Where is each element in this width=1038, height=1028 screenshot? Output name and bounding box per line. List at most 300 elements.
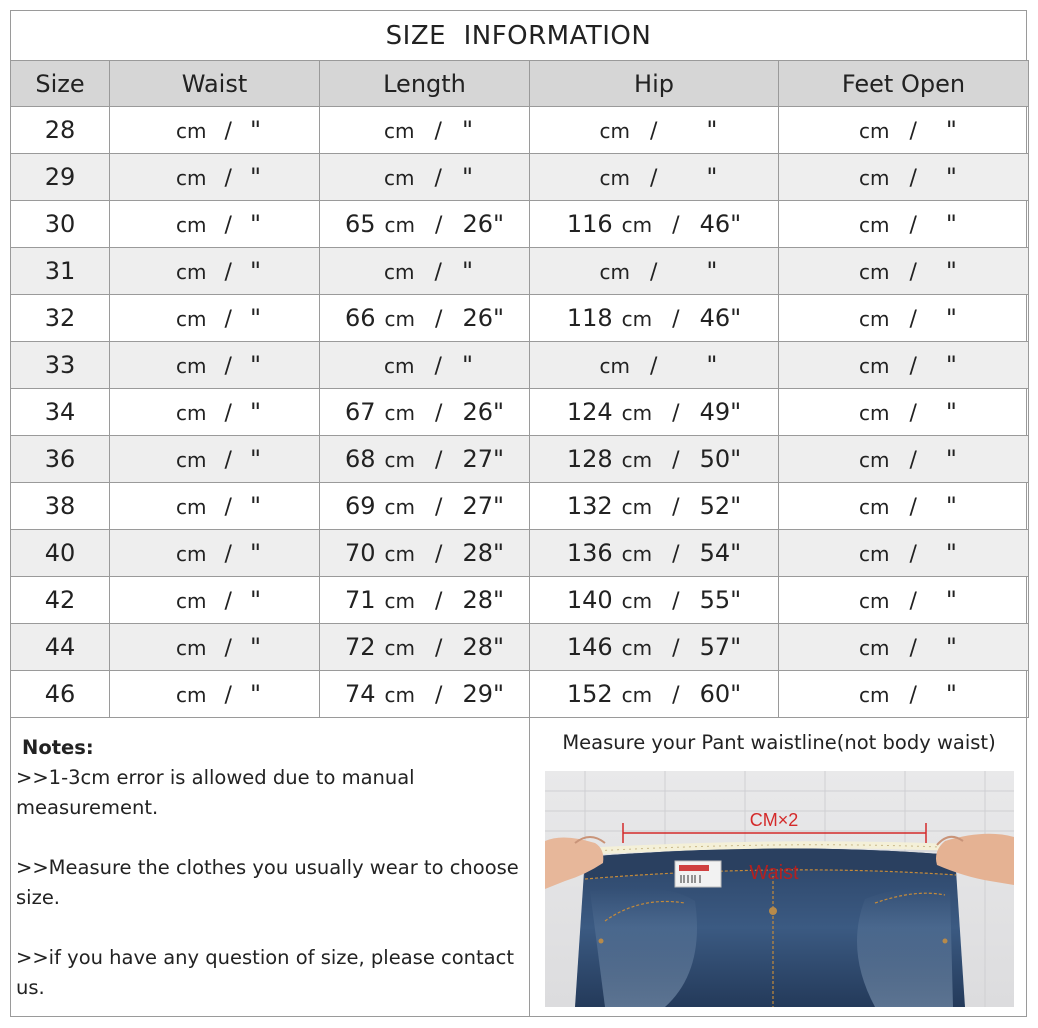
inch-value: " [249, 539, 261, 567]
cm-unit: cm [621, 448, 653, 472]
note-item: >>1-3cm error is allowed due to manual measurement. [16, 766, 415, 819]
inch-value: " [945, 445, 957, 473]
hip-cell [530, 436, 779, 483]
length-cell [320, 342, 530, 389]
hip-cell-value [591, 257, 718, 285]
feet-open-cell [779, 389, 1029, 436]
cm-unit: cm [384, 495, 416, 519]
inch-value: " [461, 163, 473, 191]
feet-open-cell [779, 577, 1029, 624]
notes-panel [11, 717, 530, 1016]
cm-unit: cm [176, 401, 207, 425]
table-body [11, 107, 1029, 718]
hip-cell-value [567, 633, 741, 661]
waist-cell-value [167, 116, 262, 144]
inch-value: 29" [462, 680, 505, 708]
inch-value: " [945, 257, 957, 285]
unit-separator: / [434, 354, 442, 379]
unit-separator: / [224, 213, 232, 238]
inch-value: " [945, 210, 957, 238]
hip-cell-value [567, 445, 741, 473]
measure-caption: Measure your Pant waistline(not body waist) [562, 731, 996, 754]
cm-unit: cm [176, 542, 207, 566]
unit-separator: / [224, 542, 232, 567]
unit-separator: / [435, 683, 443, 708]
unit-separator: / [435, 589, 443, 614]
size-cell: 30 [11, 201, 110, 248]
waist-cell [110, 154, 320, 201]
unit-separator: / [435, 542, 443, 567]
feet-open-cell-value [850, 116, 957, 144]
cm-x2-label: CM×2 [749, 810, 799, 830]
cm-unit: cm [859, 213, 890, 237]
inch-value: 54" [699, 539, 742, 567]
unit-separator: / [909, 307, 917, 332]
unit-separator: / [224, 307, 232, 332]
inch-value: 28" [462, 539, 505, 567]
inch-value: 46" [699, 304, 742, 332]
inch-value: " [249, 351, 261, 379]
hip-cell-value [567, 210, 741, 238]
unit-separator: / [224, 401, 232, 426]
unit-separator: / [909, 636, 917, 661]
feet-open-cell [779, 530, 1029, 577]
header-feet-open: Feet Open [779, 61, 1029, 107]
hip-cell [530, 248, 779, 295]
cm-unit: cm [384, 213, 416, 237]
hip-cell-value [591, 351, 718, 379]
cm-value: 74 [344, 680, 376, 708]
feet-open-cell-value [850, 351, 957, 379]
length-cell-value [345, 539, 504, 567]
hip-cell-value [567, 586, 741, 614]
length-cell [320, 248, 530, 295]
header-hip: Hip [530, 61, 779, 107]
waist-cell [110, 342, 320, 389]
hip-cell-value [567, 304, 741, 332]
unit-separator: / [672, 401, 680, 426]
inch-value: " [945, 116, 957, 144]
cm-unit: cm [384, 542, 416, 566]
feet-open-cell [779, 671, 1029, 718]
waist-cell [110, 483, 320, 530]
unit-separator: / [650, 119, 658, 144]
inch-value: 57" [699, 633, 742, 661]
inch-value: " [945, 398, 957, 426]
hip-cell [530, 483, 779, 530]
waist-measurement-photo [545, 771, 1014, 1007]
inch-value: " [461, 116, 473, 144]
waist-cell-value [167, 539, 262, 567]
hip-cell [530, 624, 779, 671]
cm-unit: cm [384, 636, 416, 660]
cm-value: 67 [344, 398, 376, 426]
cm-unit: cm [599, 354, 631, 378]
length-cell [320, 201, 530, 248]
cm-unit: cm [859, 589, 890, 613]
unit-separator: / [224, 589, 232, 614]
feet-open-cell-value [850, 680, 957, 708]
unit-separator: / [435, 636, 443, 661]
unit-separator: / [672, 636, 680, 661]
hip-cell [530, 201, 779, 248]
cm-unit: cm [176, 354, 207, 378]
inch-value: " [249, 116, 261, 144]
inch-value: 28" [462, 586, 505, 614]
table-row [11, 248, 1029, 295]
notes-heading: Notes: [22, 736, 94, 759]
cm-value: 65 [344, 210, 376, 238]
cm-unit: cm [384, 448, 416, 472]
size-cell: 33 [11, 342, 110, 389]
inch-value: 27" [462, 445, 505, 473]
inch-value: " [945, 351, 957, 379]
cm-value: 118 [566, 304, 613, 332]
bottom-section [11, 717, 1026, 1017]
hip-cell [530, 107, 779, 154]
waist-cell [110, 530, 320, 577]
table-row [11, 624, 1029, 671]
chart-title-text: SIZE INFORMATION [385, 20, 652, 51]
inch-value: " [249, 257, 261, 285]
waist-cell-value [167, 633, 262, 661]
feet-open-cell [779, 624, 1029, 671]
unit-separator: / [909, 166, 917, 191]
size-chart [10, 10, 1027, 1017]
hip-cell-value [591, 116, 718, 144]
inch-value: " [945, 586, 957, 614]
feet-open-cell [779, 107, 1029, 154]
hip-cell-value [567, 492, 741, 520]
length-cell-value [345, 445, 504, 473]
unit-separator: / [435, 213, 443, 238]
hip-cell-value [567, 539, 741, 567]
cm-unit: cm [621, 213, 653, 237]
unit-separator: / [435, 401, 443, 426]
unit-separator: / [224, 448, 232, 473]
unit-separator: / [434, 260, 442, 285]
unit-separator: / [224, 495, 232, 520]
size-cell: 38 [11, 483, 110, 530]
cm-unit: cm [176, 589, 207, 613]
inch-value: 28" [462, 633, 505, 661]
waist-cell-value [167, 586, 262, 614]
hip-cell [530, 295, 779, 342]
feet-open-cell-value [850, 210, 957, 238]
inch-value: " [945, 304, 957, 332]
size-cell: 36 [11, 436, 110, 483]
size-cell: 42 [11, 577, 110, 624]
length-cell-value [345, 680, 504, 708]
size-cell: 46 [11, 671, 110, 718]
length-cell-value [375, 163, 474, 191]
cm-unit: cm [384, 166, 415, 190]
length-cell [320, 389, 530, 436]
feet-open-cell-value [850, 492, 957, 520]
waist-cell [110, 436, 320, 483]
cm-value: 152 [566, 680, 613, 708]
size-cell: 28 [11, 107, 110, 154]
inch-value: 26" [462, 398, 505, 426]
length-cell-value [345, 586, 504, 614]
feet-open-cell-value [850, 257, 957, 285]
feet-open-cell-value [850, 539, 957, 567]
cm-unit: cm [621, 307, 653, 331]
cm-value: 116 [566, 210, 613, 238]
cm-unit: cm [621, 542, 653, 566]
unit-separator: / [909, 495, 917, 520]
length-cell-value [375, 257, 474, 285]
unit-separator: / [909, 401, 917, 426]
cm-unit: cm [859, 354, 890, 378]
cm-value: 72 [344, 633, 376, 661]
table-header-row [11, 61, 1029, 107]
cm-unit: cm [176, 448, 207, 472]
cm-value: 132 [566, 492, 613, 520]
inch-value: " [249, 633, 261, 661]
feet-open-cell-value [850, 304, 957, 332]
cm-unit: cm [176, 213, 207, 237]
table-row [11, 389, 1029, 436]
unit-separator: / [650, 166, 658, 191]
cm-value: 136 [566, 539, 613, 567]
cm-unit: cm [859, 448, 890, 472]
table-row [11, 201, 1029, 248]
hip-cell [530, 154, 779, 201]
hip-cell [530, 389, 779, 436]
cm-unit: cm [599, 166, 631, 190]
inch-value: " [249, 445, 261, 473]
length-cell-value [345, 398, 504, 426]
cm-unit: cm [176, 260, 207, 284]
cm-unit: cm [384, 307, 416, 331]
hip-cell [530, 530, 779, 577]
inch-value: " [249, 586, 261, 614]
cm-value: 70 [344, 539, 376, 567]
size-cell: 29 [11, 154, 110, 201]
unit-separator: / [434, 119, 442, 144]
length-cell [320, 577, 530, 624]
header-size: Size [11, 61, 110, 107]
waist-cell-value [167, 163, 262, 191]
length-cell [320, 295, 530, 342]
unit-separator: / [224, 119, 232, 144]
cm-unit: cm [859, 119, 890, 143]
unit-separator: / [224, 636, 232, 661]
cm-unit: cm [384, 119, 415, 143]
cm-unit: cm [859, 683, 890, 707]
note-item: >>if you have any question of size, please contact us. [16, 946, 514, 999]
cm-unit: cm [176, 119, 207, 143]
length-cell [320, 154, 530, 201]
inch-value: " [249, 304, 261, 332]
hip-cell [530, 577, 779, 624]
unit-separator: / [672, 495, 680, 520]
feet-open-cell [779, 154, 1029, 201]
unit-separator: / [672, 213, 680, 238]
unit-separator: / [909, 213, 917, 238]
hip-cell-value [567, 398, 741, 426]
inch-value: 55" [699, 586, 742, 614]
unit-separator: / [672, 448, 680, 473]
unit-separator: / [650, 260, 658, 285]
cm-unit: cm [176, 636, 207, 660]
inch-value: " [945, 539, 957, 567]
cm-unit: cm [176, 307, 207, 331]
inch-value: " [249, 210, 261, 238]
waist-cell-value [167, 445, 262, 473]
hip-cell [530, 671, 779, 718]
table-row [11, 342, 1029, 389]
cm-unit: cm [859, 495, 890, 519]
cm-unit: cm [176, 495, 207, 519]
length-cell [320, 436, 530, 483]
inch-value: " [706, 257, 718, 285]
unit-separator: / [909, 260, 917, 285]
cm-value: 68 [344, 445, 376, 473]
cm-unit: cm [599, 260, 631, 284]
inch-value: " [945, 492, 957, 520]
size-table [10, 60, 1029, 718]
waist-label: Waist [749, 862, 799, 884]
cm-value: 140 [566, 586, 613, 614]
cm-unit: cm [859, 636, 890, 660]
cm-unit: cm [384, 260, 415, 284]
waist-cell [110, 201, 320, 248]
inch-value: 60" [699, 680, 742, 708]
waist-cell-value [167, 492, 262, 520]
unit-separator: / [224, 354, 232, 379]
note-item: >>Measure the clothes you usually wear to choose size. [16, 856, 519, 909]
cm-value: 66 [344, 304, 376, 332]
size-cell: 40 [11, 530, 110, 577]
cm-value: 71 [344, 586, 376, 614]
cm-unit: cm [859, 260, 890, 284]
inch-value: " [249, 492, 261, 520]
length-cell-value [375, 116, 474, 144]
cm-unit: cm [859, 401, 890, 425]
inch-value: " [249, 398, 261, 426]
cm-unit: cm [621, 683, 653, 707]
inch-value: " [706, 351, 718, 379]
cm-unit: cm [384, 354, 415, 378]
length-cell [320, 624, 530, 671]
feet-open-cell [779, 295, 1029, 342]
table-row [11, 295, 1029, 342]
length-cell [320, 107, 530, 154]
size-cell: 34 [11, 389, 110, 436]
waist-cell-value [167, 398, 262, 426]
length-cell-value [345, 304, 504, 332]
cm-unit: cm [621, 636, 653, 660]
inch-value: 26" [462, 210, 505, 238]
waist-cell [110, 248, 320, 295]
inch-value: " [945, 633, 957, 661]
cm-unit: cm [621, 401, 653, 425]
header-waist: Waist [110, 61, 320, 107]
unit-separator: / [909, 542, 917, 567]
unit-separator: / [650, 354, 658, 379]
table-row [11, 671, 1029, 718]
inch-value: " [706, 163, 718, 191]
inch-value: " [249, 163, 261, 191]
unit-separator: / [224, 260, 232, 285]
unit-separator: / [672, 307, 680, 332]
inch-value: 26" [462, 304, 505, 332]
unit-separator: / [435, 448, 443, 473]
size-cell: 31 [11, 248, 110, 295]
inch-value: " [461, 257, 473, 285]
table-row [11, 577, 1029, 624]
table-row [11, 107, 1029, 154]
table-row [11, 530, 1029, 577]
feet-open-cell [779, 201, 1029, 248]
table-row [11, 483, 1029, 530]
length-cell-value [345, 210, 504, 238]
cm-unit: cm [384, 401, 416, 425]
unit-separator: / [434, 166, 442, 191]
waist-cell [110, 671, 320, 718]
waist-cell [110, 389, 320, 436]
waist-cell [110, 577, 320, 624]
inch-value: " [461, 351, 473, 379]
cm-value: 146 [566, 633, 613, 661]
length-cell [320, 530, 530, 577]
waist-cell-value [167, 210, 262, 238]
length-cell [320, 671, 530, 718]
unit-separator: / [435, 495, 443, 520]
inch-value: " [706, 116, 718, 144]
waist-cell [110, 295, 320, 342]
waist-cell [110, 624, 320, 671]
size-cell: 32 [11, 295, 110, 342]
cm-unit: cm [621, 495, 653, 519]
unit-separator: / [909, 119, 917, 144]
chart-title [11, 11, 1026, 60]
feet-open-cell [779, 436, 1029, 483]
waist-cell-value [167, 680, 262, 708]
cm-value: 128 [566, 445, 613, 473]
cm-unit: cm [176, 166, 207, 190]
inch-value: " [249, 680, 261, 708]
waist-cell [110, 107, 320, 154]
inch-value: 27" [462, 492, 505, 520]
length-cell-value [345, 633, 504, 661]
cm-unit: cm [621, 589, 653, 613]
cm-value: 124 [566, 398, 613, 426]
length-cell-value [375, 351, 474, 379]
feet-open-cell [779, 483, 1029, 530]
inch-value: " [945, 680, 957, 708]
cm-unit: cm [384, 683, 416, 707]
inch-value: 46" [699, 210, 742, 238]
waist-cell-value [167, 351, 262, 379]
unit-separator: / [224, 166, 232, 191]
feet-open-cell-value [850, 445, 957, 473]
size-cell: 44 [11, 624, 110, 671]
hip-cell-value [591, 163, 718, 191]
unit-separator: / [224, 683, 232, 708]
length-cell-value [345, 492, 504, 520]
cm-unit: cm [859, 166, 890, 190]
jeans-illustration [545, 771, 1014, 1007]
inch-value: 50" [699, 445, 742, 473]
cm-value: 69 [344, 492, 376, 520]
cm-unit: cm [599, 119, 631, 143]
unit-separator: / [672, 589, 680, 614]
inch-value: " [945, 163, 957, 191]
unit-separator: / [672, 542, 680, 567]
